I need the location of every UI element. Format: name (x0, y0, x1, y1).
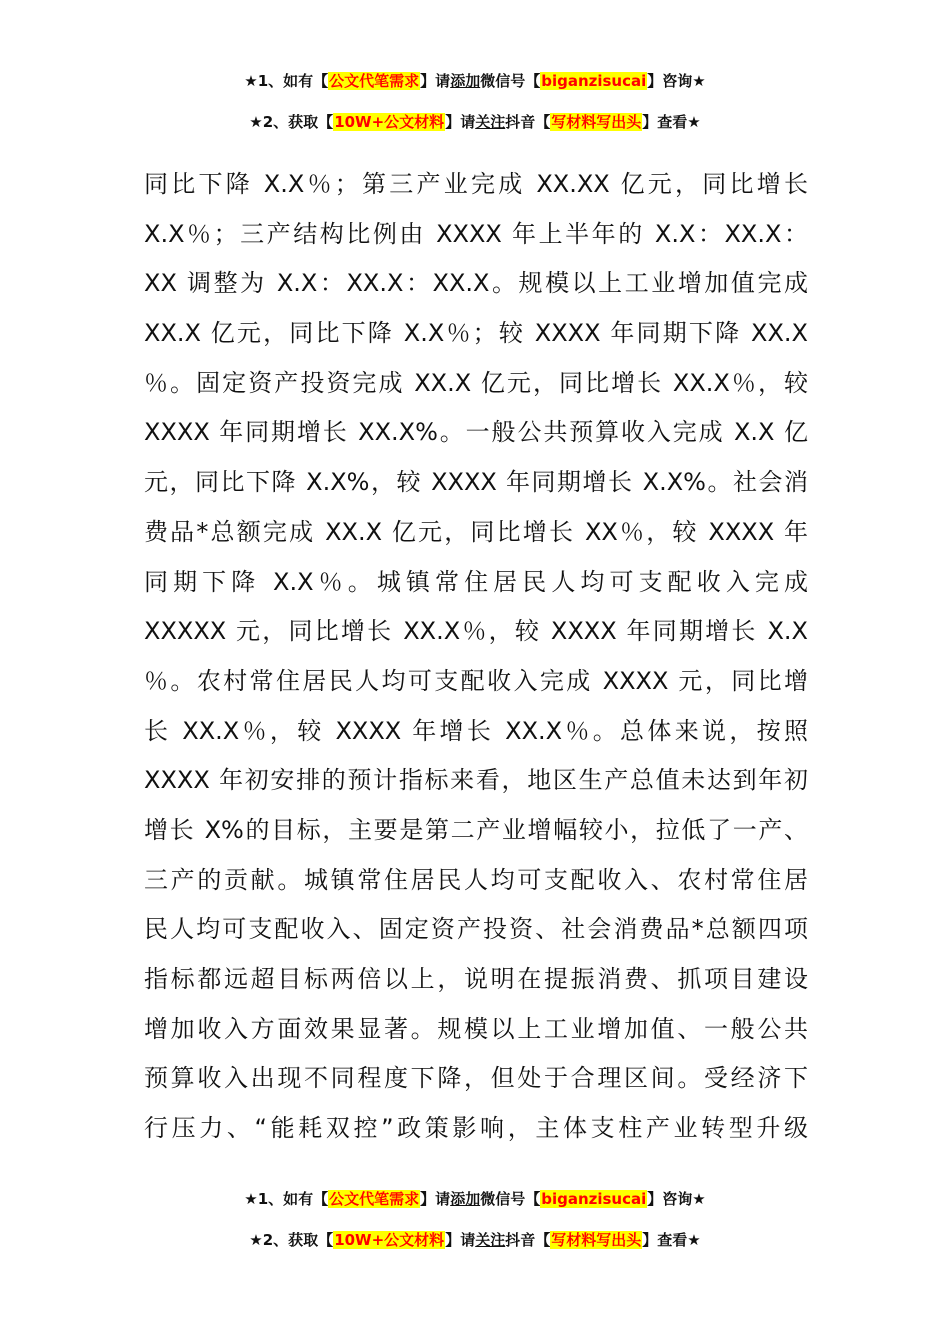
highlight-service: 公文代笔需求 (329, 1190, 420, 1208)
body-line: XX.X 亿元，同比下降 X.X％；较 XXXX 年同期下降 XX.X (144, 319, 808, 348)
highlight-materials: 10W+公文材料 (334, 113, 445, 131)
body-line: 预算收入出现不同程度下降，但处于合理区间。受经济下 (144, 1064, 808, 1093)
body-line: ％。固定资产投资完成 XX.X 亿元，同比增长 XX.X％，较 (144, 368, 808, 397)
body-line: 民人均可支配收入、固定资产投资、社会消费品*总额四项 (144, 915, 808, 944)
highlight-douyin: 写材料写出头 (551, 1231, 642, 1249)
body-line: 费品*总额完成 XX.X 亿元，同比增长 XX％，较 XXXX 年 (144, 517, 808, 546)
banner-text: 抖音【 (505, 113, 551, 131)
header-banner-line-2 (0, 111, 950, 132)
body-line: XX 调整为 X.X：XX.X：XX.X。规模以上工业增加值完成 (144, 269, 808, 298)
document-body (144, 160, 808, 1154)
body-line: 行压力、“能耗双控”政策影响，主体支柱产业转型升级 (144, 1114, 808, 1143)
body-line: 元，同比下降 X.X%，较 XXXX 年同期增长 X.X%。社会消 (144, 468, 808, 497)
body-line: 增长 X%的目标，主要是第二产业增幅较小，拉低了一产、 (144, 815, 808, 844)
body-line: ％。农村常住居民人均可支配收入完成 XXXX 元，同比增 (144, 666, 808, 695)
body-line: 同期下降 X.X％。城镇常住居民人均可支配收入完成 (144, 567, 808, 596)
banner-text: 【 (318, 113, 334, 131)
highlight-materials: 10W+公文材料 (334, 1231, 445, 1249)
banner-text: 】咨询★ (647, 1190, 706, 1208)
banner-text: 】请 (445, 1231, 476, 1249)
body-line: 同比下降 X.X％；第三产业完成 XX.XX 亿元，同比增长 (144, 170, 808, 198)
banner-text: 】请 (445, 113, 476, 131)
banner-text: 微信号【 (480, 72, 541, 90)
highlight-douyin: 写材料写出头 (551, 113, 642, 131)
banner-text: ★1、如有 (244, 1190, 314, 1208)
body-line: XXXX 年初安排的预计指标来看，地区生产总值未达到年初 (144, 766, 808, 795)
banner-text: ★1、如有 (244, 72, 314, 90)
highlight-wechat-id: biganzisucai (541, 1190, 647, 1208)
body-line: 增加收入方面效果显著。规模以上工业增加值、一般公共 (144, 1014, 808, 1043)
body-line: 长 XX.X％，较 XXXX 年增长 XX.X％。总体来说，按照 (144, 716, 808, 745)
header-banner-line-1 (0, 70, 950, 91)
banner-text: ★2、获取 (249, 113, 319, 131)
body-line: 指标都远超目标两倍以上，说明在提振消费、抓项目建设 (144, 965, 808, 993)
banner-text: 】查看★ (642, 1231, 701, 1249)
highlight-service: 公文代笔需求 (329, 72, 420, 90)
banner-text: 【 (313, 72, 329, 90)
highlight-wechat-id: biganzisucai (541, 72, 647, 90)
banner-text: 微信号【 (480, 1190, 541, 1208)
footer-banner-line-1 (0, 1188, 950, 1209)
body-line: 三产的贡献。城镇常住居民人均可支配收入、农村常住居 (144, 865, 808, 894)
banner-text: 】咨询★ (647, 72, 706, 90)
underlined-text: 关注 (475, 1231, 506, 1249)
banner-text: 抖音【 (505, 1231, 551, 1249)
footer-banner-line-2 (0, 1229, 950, 1250)
banner-text: 】请 (420, 1190, 451, 1208)
underlined-text: 关注 (475, 113, 506, 131)
banner-text: 【 (318, 1231, 334, 1249)
body-line: XXXXX 元，同比增长 XX.X％，较 XXXX 年同期增长 X.X (144, 617, 808, 646)
underlined-text: 添加 (450, 1190, 481, 1208)
banner-text: 】查看★ (642, 113, 701, 131)
body-line: X.X％；三产结构比例由 XXXX 年上半年的 X.X：XX.X： (144, 219, 808, 248)
underlined-text: 添加 (450, 72, 481, 90)
banner-text: ★2、获取 (249, 1231, 319, 1249)
banner-text: 】请 (420, 72, 451, 90)
body-line: XXXX 年同期增长 XX.X%。一般公共预算收入完成 X.X 亿 (144, 418, 808, 447)
banner-text: 【 (313, 1190, 329, 1208)
